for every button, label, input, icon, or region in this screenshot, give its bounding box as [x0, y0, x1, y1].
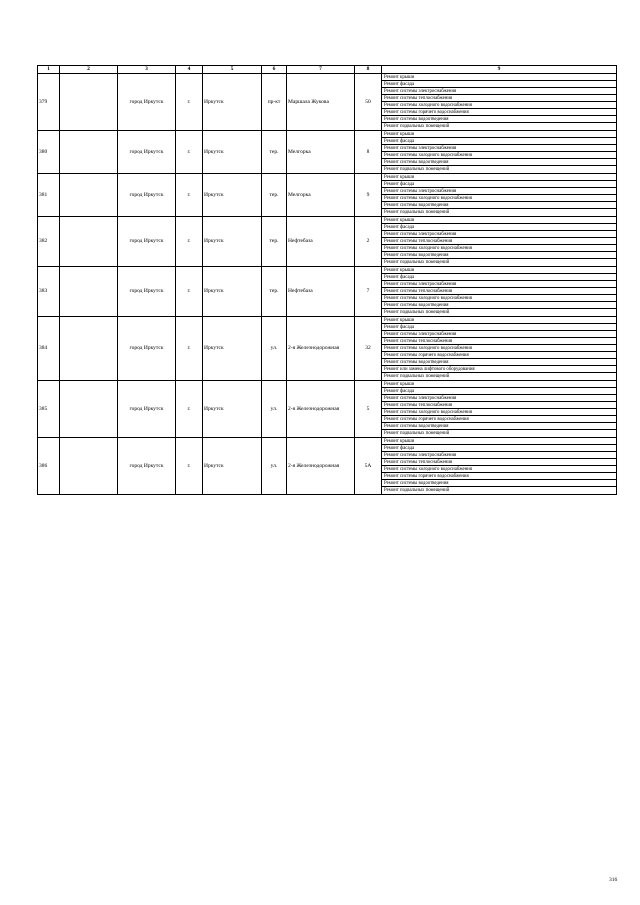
work-item: Ремонт подвальных помещений	[384, 124, 450, 129]
work-item: Ремонт системы холодного водоснабжения	[382, 245, 616, 252]
work-item: Ремонт системы холодного водоснабжения	[382, 152, 616, 159]
empty-cell	[60, 317, 118, 381]
works-cell	[382, 131, 617, 174]
works-cell	[382, 381, 617, 438]
page-number: 316	[609, 877, 618, 883]
work-item: Ремонт системы горячего водоснабжения	[382, 109, 616, 116]
work-item: Ремонт фасада	[382, 274, 616, 281]
table-row	[38, 174, 617, 217]
street-type-cell: ул.	[262, 317, 287, 381]
col-header: 6	[262, 66, 287, 74]
work-item: Ремонт фасада	[382, 81, 616, 88]
work-item: Ремонт системы электроснабжения	[382, 395, 616, 402]
house-number-cell: 32	[355, 317, 382, 381]
street-type-cell: ул.	[262, 438, 287, 495]
works-cell	[382, 74, 617, 131]
work-item: Ремонт крыши	[382, 381, 616, 388]
empty-cell	[60, 438, 118, 495]
work-item: Ремонт системы холодного водоснабжения	[382, 345, 616, 352]
work-item: Ремонт или замена лифтового оборудования	[382, 366, 616, 373]
work-item: Ремонт системы горячего водоснабжения	[382, 352, 616, 359]
street-cell: Нефтебаза	[287, 267, 355, 317]
work-item: Ремонт крыши	[382, 174, 616, 181]
col-header: 4	[176, 66, 203, 74]
street-cell: Мелгорка	[287, 174, 355, 217]
col-header: 9	[382, 66, 617, 74]
works-cell	[382, 438, 617, 495]
house-number-cell: 8	[355, 131, 382, 174]
table-row	[38, 267, 617, 317]
work-item: Ремонт системы водоотведения	[382, 159, 616, 166]
work-item: Ремонт подвальных помещений	[384, 210, 450, 215]
work-item: Ремонт системы горячего водоснабжения	[382, 416, 616, 423]
settlement-cell: Иркутск	[203, 267, 262, 317]
work-item: Ремонт системы теплоснабжения	[382, 238, 616, 245]
table-row	[38, 381, 617, 438]
work-item: Ремонт системы горячего водоснабжения	[382, 473, 616, 480]
registry-table	[37, 65, 617, 495]
street-type-cell: тер.	[262, 267, 287, 317]
row-number: 381	[38, 174, 60, 217]
settlement-type-cell: г.	[176, 217, 203, 267]
work-item: Ремонт крыши	[382, 131, 616, 138]
municipality-cell: город Иркутск	[118, 217, 176, 267]
settlement-type-cell: г.	[176, 317, 203, 381]
work-item: Ремонт подвальных помещений	[384, 167, 450, 172]
header-row	[38, 66, 617, 74]
settlement-type-cell: г.	[176, 381, 203, 438]
work-item: Ремонт фасада	[382, 224, 616, 231]
settlement-type-cell: г.	[176, 74, 203, 131]
work-item: Ремонт фасада	[382, 138, 616, 145]
work-item: Ремонт фасада	[382, 181, 616, 188]
col-header: 2	[60, 66, 118, 74]
col-header: 1	[38, 66, 60, 74]
municipality-cell: город Иркутск	[118, 381, 176, 438]
work-item: Ремонт системы водоотведения	[382, 423, 616, 430]
work-item: Ремонт системы холодного водоснабжения	[382, 102, 616, 109]
work-item: Ремонт крыши	[382, 217, 616, 224]
street-cell: 2-я Железнодорожная	[287, 317, 355, 381]
work-item: Ремонт крыши	[382, 74, 616, 81]
works-cell	[382, 174, 617, 217]
work-item: Ремонт системы электроснабжения	[382, 281, 616, 288]
work-item: Ремонт системы теплоснабжения	[382, 95, 616, 102]
work-item: Ремонт системы теплоснабжения	[382, 338, 616, 345]
settlement-cell: Иркутск	[203, 131, 262, 174]
work-item: Ремонт крыши	[382, 438, 616, 445]
work-item: Ремонт системы водоотведения	[382, 202, 616, 209]
street-type-cell: ул.	[262, 381, 287, 438]
street-cell: Маршала Жукова	[287, 74, 355, 131]
street-type-cell: тер.	[262, 217, 287, 267]
street-cell: Нефтебаза	[287, 217, 355, 267]
settlement-cell: Иркутск	[203, 438, 262, 495]
empty-cell	[60, 174, 118, 217]
settlement-type-cell: г.	[176, 267, 203, 317]
work-item: Ремонт системы холодного водоснабжения	[382, 409, 616, 416]
table-row	[38, 131, 617, 174]
house-number-cell: 2	[355, 217, 382, 267]
work-item: Ремонт системы холодного водоснабжения	[382, 295, 616, 302]
row-number: 380	[38, 131, 60, 174]
work-item: Ремонт системы электроснабжения	[382, 231, 616, 238]
street-cell: Мелгорка	[287, 131, 355, 174]
work-item: Ремонт системы водоотведения	[382, 302, 616, 309]
house-number-cell: 5А	[355, 438, 382, 495]
house-number-cell: 5	[355, 381, 382, 438]
col-header: 8	[355, 66, 382, 74]
row-number: 386	[38, 438, 60, 495]
house-number-cell: 50	[355, 74, 382, 131]
work-item: Ремонт подвальных помещений	[384, 310, 450, 315]
settlement-cell: Иркутск	[203, 381, 262, 438]
settlement-cell: Иркутск	[203, 217, 262, 267]
empty-cell	[60, 267, 118, 317]
work-item: Ремонт системы теплоснабжения	[382, 288, 616, 295]
row-number: 383	[38, 267, 60, 317]
work-item: Ремонт фасада	[382, 388, 616, 395]
work-item: Ремонт системы водоотведения	[382, 480, 616, 487]
row-number: 382	[38, 217, 60, 267]
row-number: 379	[38, 74, 60, 131]
work-item: Ремонт системы водоотведения	[382, 252, 616, 259]
work-item: Ремонт системы электроснабжения	[382, 88, 616, 95]
house-number-cell: 9	[355, 174, 382, 217]
col-header: 5	[203, 66, 262, 74]
settlement-cell: Иркутск	[203, 317, 262, 381]
work-item: Ремонт системы теплоснабжения	[382, 402, 616, 409]
work-item: Ремонт системы холодного водоснабжения	[382, 466, 616, 473]
works-cell	[382, 217, 617, 267]
settlement-cell: Иркутск	[203, 74, 262, 131]
municipality-cell: город Иркутск	[118, 438, 176, 495]
works-cell	[382, 317, 617, 381]
street-cell: 2-я Железнодорожная	[287, 438, 355, 495]
work-item: Ремонт крыши	[382, 267, 616, 274]
work-item: Ремонт фасада	[382, 324, 616, 331]
work-item: Ремонт фасада	[382, 445, 616, 452]
work-item: Ремонт крыши	[382, 317, 616, 324]
works-cell	[382, 267, 617, 317]
empty-cell	[60, 217, 118, 267]
table-row	[38, 217, 617, 267]
row-number: 384	[38, 317, 60, 381]
empty-cell	[60, 131, 118, 174]
work-item: Ремонт системы электроснабжения	[382, 331, 616, 338]
row-number: 385	[38, 381, 60, 438]
work-item: Ремонт системы водоотведения	[382, 116, 616, 123]
work-item: Ремонт системы электроснабжения	[382, 188, 616, 195]
municipality-cell: город Иркутск	[118, 317, 176, 381]
col-header: 3	[118, 66, 176, 74]
table-row	[38, 317, 617, 381]
settlement-cell: Иркутск	[203, 174, 262, 217]
empty-cell	[60, 74, 118, 131]
work-item: Ремонт системы холодного водоснабжения	[382, 195, 616, 202]
municipality-cell: город Иркутск	[118, 174, 176, 217]
empty-cell	[60, 381, 118, 438]
street-cell: 2-я Железнодорожная	[287, 381, 355, 438]
work-item: Ремонт системы электроснабжения	[382, 145, 616, 152]
settlement-type-cell: г.	[176, 438, 203, 495]
municipality-cell: город Иркутск	[118, 74, 176, 131]
work-item: Ремонт системы теплоснабжения	[382, 459, 616, 466]
settlement-type-cell: г.	[176, 131, 203, 174]
municipality-cell: город Иркутск	[118, 267, 176, 317]
street-type-cell: тер.	[262, 174, 287, 217]
work-item: Ремонт системы водоотведения	[382, 359, 616, 366]
settlement-type-cell: г.	[176, 174, 203, 217]
municipality-cell: город Иркутск	[118, 131, 176, 174]
house-number-cell: 7	[355, 267, 382, 317]
work-item: Ремонт системы электроснабжения	[382, 452, 616, 459]
work-item: Ремонт подвальных помещений	[384, 431, 450, 436]
table-row	[38, 438, 617, 495]
col-header: 7	[287, 66, 355, 74]
work-item: Ремонт подвальных помещений	[384, 488, 450, 493]
street-type-cell: тер.	[262, 131, 287, 174]
table-row	[38, 74, 617, 131]
work-item: Ремонт подвальных помещений	[384, 260, 450, 265]
street-type-cell: пр-кт	[262, 74, 287, 131]
work-item: Ремонт подвальных помещений	[384, 374, 450, 379]
